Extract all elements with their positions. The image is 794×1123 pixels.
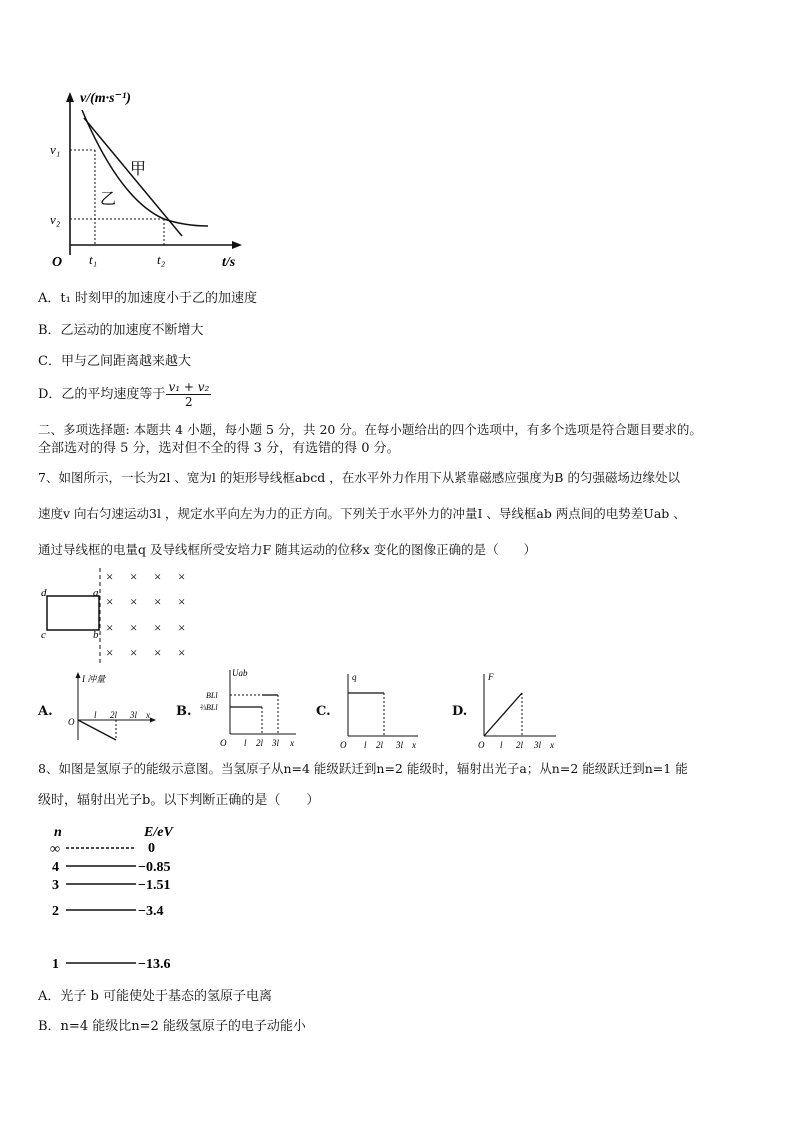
section2-line-2: 全部选对的得 5 分，选对但不全的得 3 分，有选错的得 0 分。 [38, 441, 400, 456]
graph-a-x-label: x [146, 710, 150, 720]
q6-option-d-text: D．乙的平均速度等于 [38, 387, 166, 402]
q8-option-b: B．n=4 能级比n=2 能级氢原子的电子动能小 [38, 1019, 306, 1034]
q7-graph-a [60, 668, 160, 750]
graph-a-tick-2l: 2l [110, 710, 118, 720]
graph-b-origin: O [220, 738, 227, 748]
field-cross: × [154, 569, 162, 584]
level-n-2: 2 [52, 904, 59, 919]
q6-option-a: A．t₁ 时刻甲的加速度小于乙的加速度 [38, 291, 257, 306]
q6-option-b: B．乙运动的加速度不断增大 [38, 323, 204, 338]
level-n-4: 4 [52, 860, 59, 875]
q8-energy-level-diagram [44, 820, 204, 972]
q7-graph-c [336, 668, 426, 752]
q7-option-a-letter: A. [38, 704, 53, 719]
field-cross: × [178, 594, 186, 609]
q6-t2-label: t₂ [157, 252, 166, 267]
q6-t1-label: t₁ [89, 252, 98, 267]
q7-line-3: 通过导线框的电量q 及导线框所受安培力F 随其运动的位移x 变化的图像正确的是（ ） [38, 542, 537, 557]
q7-option-d-letter: D. [452, 704, 468, 719]
graph-a-tick-3l: 3l [130, 710, 138, 720]
field-cross: × [178, 620, 186, 635]
q6-fraction-numerator: v₁ + v₂ [168, 380, 210, 394]
field-cross: × [178, 645, 186, 660]
field-cross: × [106, 620, 114, 635]
q6-curve-yi-label: 乙 [100, 191, 117, 208]
graph-c-origin: O [340, 740, 347, 750]
field-cross: × [154, 594, 162, 609]
q7-graph-b [192, 662, 302, 752]
q7-option-b-letter: B. [176, 704, 192, 719]
q8-option-a: A．光子 b 可能使处于基态的氢原子电离 [38, 989, 272, 1004]
graph-d-origin: O [478, 740, 485, 750]
q7-line-2: 速度v 向右匀速运动3l ，规定水平向左为力的正方向。下列关于水平外力的冲量I 、导线框ab 两点间的电势差Uab 、 [38, 506, 686, 521]
q6-curve-jia-label: 甲 [130, 161, 147, 178]
q8-line-1: 8、如图是氢原子的能级示意图。当氢原子从n=4 能级跃迁到n=2 能级时，辐射出光子a；从n=2 能级跃迁到n=1 能 [38, 761, 688, 776]
graph-a-y-arrow [76, 672, 81, 678]
level-n-inf: ∞ [50, 842, 60, 857]
q7-line-1: 7、如图所示，一长为2l 、宽为l 的矩形导线框abcd ，在水平外力作用下从紧靠磁感应强度为B 的匀强磁场边缘处以 [38, 470, 680, 485]
q6-fraction-denominator: 2 [185, 395, 193, 409]
graph-a-y-label: I 冲量 [82, 674, 106, 684]
q7-wire-frame [47, 596, 99, 630]
graph-a-line [78, 720, 116, 740]
graph-c-tick-l: l [364, 740, 367, 750]
graph-c-y-label: q [352, 672, 357, 682]
level-e-3: −1.51 [138, 878, 171, 893]
field-cross: × [154, 645, 162, 660]
q7-frame-diagram [38, 566, 198, 666]
q7-label-c: c [41, 629, 46, 641]
level-e-4: −0.85 [138, 860, 171, 875]
graph-d-tick-3l: 3l [534, 740, 542, 750]
level-e-2: −3.4 [138, 904, 164, 919]
section2-line-1: 二、多项选择题: 本题共 4 小题，每小题 5 分，共 20 分。在每小题给出的四个选项中，有多个选项是符合题目要求的。 [38, 422, 702, 437]
level-n-1: 1 [52, 957, 59, 972]
graph-d-y-label: F [488, 672, 494, 682]
q7-label-b: b [93, 629, 99, 641]
graph-d-x-label: x [550, 740, 554, 750]
field-cross: × [130, 594, 138, 609]
q7-graph-d [474, 668, 564, 752]
field-cross: × [106, 645, 114, 660]
q6-y-axis-arrow [66, 92, 74, 102]
q6-v2-label: v₂ [50, 212, 61, 227]
graph-b-tick-3l: 3l [272, 738, 280, 748]
graph-d-line [484, 693, 522, 736]
graph-a-origin: O [68, 717, 75, 727]
graph-c-x-label: x [412, 740, 416, 750]
q6-option-d [38, 380, 211, 410]
field-cross: × [178, 569, 186, 584]
q7-label-a: a [93, 587, 99, 599]
graph-b-level-2: ⅔BLl [200, 703, 218, 712]
field-cross: × [130, 620, 138, 635]
graph-d-tick-2l: 2l [516, 740, 524, 750]
graph-c-tick-2l: 2l [376, 740, 384, 750]
graph-c-tick-3l: 3l [396, 740, 404, 750]
energy-n-header: n [54, 825, 62, 840]
q8-line-2: 级时，辐射出光子b。以下判断正确的是（ ） [38, 793, 320, 808]
field-cross: × [130, 569, 138, 584]
q6-x-axis-label: t/s [222, 255, 236, 270]
q6-velocity-time-graph [40, 80, 260, 275]
q6-origin-label: O [52, 255, 63, 270]
q6-option-d-fraction [166, 380, 211, 409]
graph-a-x-arrow [150, 718, 156, 723]
q6-y-axis-label: v/(m·s⁻¹) [80, 91, 131, 106]
graph-b-y-label: Uab [232, 668, 248, 678]
graph-b-level-1: BLl [206, 691, 218, 700]
level-n-3: 3 [52, 878, 59, 893]
graph-d-tick-l: l [500, 740, 503, 750]
q6-x-axis-arrow [232, 241, 242, 249]
graph-b-tick-l: l [244, 738, 247, 748]
q7-option-c-letter: C. [316, 704, 331, 719]
graph-b-tick-2l: 2l [256, 738, 264, 748]
q6-v1-label: v₁ [50, 142, 61, 157]
energy-e-header: E/eV [144, 825, 173, 840]
q6-option-c: C．甲与乙间距离越来越大 [38, 354, 191, 369]
q7-magnetic-field [106, 569, 185, 660]
level-e-inf: 0 [148, 841, 155, 856]
q7-label-d: d [41, 587, 47, 599]
graph-a-tick-l: l [94, 710, 97, 720]
level-e-1: −13.6 [138, 957, 171, 972]
field-cross: × [106, 594, 114, 609]
field-cross: × [106, 569, 114, 584]
graph-b-x-label: x [290, 738, 294, 748]
field-cross: × [130, 645, 138, 660]
field-cross: × [154, 620, 162, 635]
